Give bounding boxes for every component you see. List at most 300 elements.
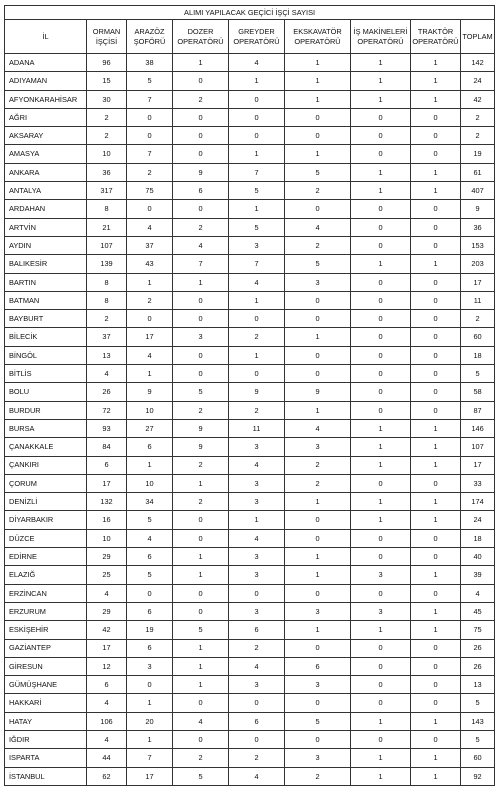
province-cell: GİRESUN: [5, 657, 87, 675]
orman-iscisi-cell: 2: [87, 108, 127, 126]
is-makineleri-operatoru-cell: 1: [351, 182, 411, 200]
is-makineleri-operatoru-cell: 1: [351, 456, 411, 474]
toplam-cell: 13: [461, 676, 495, 694]
dozer-operatoru-cell: 0: [173, 108, 229, 126]
dozer-operatoru-cell: 3: [173, 328, 229, 346]
greyder-operatoru-cell: 0: [229, 730, 285, 748]
greyder-operatoru-cell: 0: [229, 365, 285, 383]
arazoz-soforu-cell: 19: [127, 621, 173, 639]
province-cell: ERZURUM: [5, 602, 87, 620]
toplam-cell: 60: [461, 749, 495, 767]
greyder-operatoru-cell: 4: [229, 273, 285, 291]
orman-iscisi-cell: 317: [87, 182, 127, 200]
arazoz-soforu-cell: 0: [127, 676, 173, 694]
arazoz-soforu-cell: 3: [127, 657, 173, 675]
header-dozer-operatoru: [173, 20, 229, 54]
toplam-cell: 24: [461, 72, 495, 90]
table-row: [5, 438, 495, 456]
province-cell: BURSA: [5, 419, 87, 437]
arazoz-soforu-cell: 5: [127, 511, 173, 529]
is-makineleri-operatoru-cell: 0: [351, 365, 411, 383]
traktor-operatoru-cell: 1: [411, 438, 461, 456]
ekskavator-operatoru-cell: 6: [285, 657, 351, 675]
province-cell: DİYARBAKIR: [5, 511, 87, 529]
province-cell: DÜZCE: [5, 529, 87, 547]
is-makineleri-operatoru-cell: 0: [351, 291, 411, 309]
header-line-1: DOZER: [187, 26, 214, 36]
toplam-cell: 17: [461, 456, 495, 474]
province-cell: İSTANBUL: [5, 767, 87, 785]
dozer-operatoru-cell: 5: [173, 621, 229, 639]
table-row: [5, 694, 495, 712]
greyder-operatoru-cell: 11: [229, 419, 285, 437]
is-makineleri-operatoru-cell: 0: [351, 529, 411, 547]
arazoz-soforu-cell: 9: [127, 383, 173, 401]
ekskavator-operatoru-cell: 2: [285, 236, 351, 254]
dozer-operatoru-cell: 1: [173, 639, 229, 657]
traktor-operatoru-cell: 0: [411, 676, 461, 694]
traktor-operatoru-cell: 0: [411, 584, 461, 602]
arazoz-soforu-cell: 5: [127, 566, 173, 584]
province-cell: EDİRNE: [5, 548, 87, 566]
ekskavator-operatoru-cell: 1: [285, 401, 351, 419]
traktor-operatoru-cell: 1: [411, 712, 461, 730]
greyder-operatoru-cell: 0: [229, 310, 285, 328]
header-greyder-operatoru: [229, 20, 285, 54]
is-makineleri-operatoru-cell: 1: [351, 419, 411, 437]
greyder-operatoru-cell: 2: [229, 401, 285, 419]
table-row: [5, 127, 495, 145]
arazoz-soforu-cell: 10: [127, 401, 173, 419]
table-row: [5, 749, 495, 767]
is-makineleri-operatoru-cell: 0: [351, 218, 411, 236]
traktor-operatoru-cell: 0: [411, 218, 461, 236]
greyder-operatoru-cell: 3: [229, 548, 285, 566]
dozer-operatoru-cell: 0: [173, 529, 229, 547]
traktor-operatoru-cell: 0: [411, 694, 461, 712]
province-cell: ADIYAMAN: [5, 72, 87, 90]
arazoz-soforu-cell: 17: [127, 767, 173, 785]
greyder-operatoru-cell: 3: [229, 236, 285, 254]
dozer-operatoru-cell: 7: [173, 255, 229, 273]
is-makineleri-operatoru-cell: 0: [351, 108, 411, 126]
province-cell: BİLECİK: [5, 328, 87, 346]
orman-iscisi-cell: 10: [87, 145, 127, 163]
table-body: [5, 54, 495, 786]
province-cell: AYDIN: [5, 236, 87, 254]
orman-iscisi-cell: 106: [87, 712, 127, 730]
ekskavator-operatoru-cell: 5: [285, 163, 351, 181]
header-ekskavator-operatoru: [285, 20, 351, 54]
greyder-operatoru-cell: 3: [229, 566, 285, 584]
toplam-cell: 5: [461, 730, 495, 748]
toplam-cell: 75: [461, 621, 495, 639]
orman-iscisi-cell: 4: [87, 584, 127, 602]
toplam-cell: 17: [461, 273, 495, 291]
province-cell: AFYONKARAHİSAR: [5, 90, 87, 108]
traktor-operatoru-cell: 0: [411, 310, 461, 328]
is-makineleri-operatoru-cell: 1: [351, 749, 411, 767]
traktor-operatoru-cell: 0: [411, 346, 461, 364]
province-cell: ARTVİN: [5, 218, 87, 236]
ekskavator-operatoru-cell: 1: [285, 145, 351, 163]
ekskavator-operatoru-cell: 0: [285, 108, 351, 126]
traktor-operatoru-cell: 0: [411, 145, 461, 163]
greyder-operatoru-cell: 7: [229, 255, 285, 273]
toplam-cell: 61: [461, 163, 495, 181]
orman-iscisi-cell: 2: [87, 127, 127, 145]
document-page: [4, 5, 495, 786]
ekskavator-operatoru-cell: 0: [285, 639, 351, 657]
traktor-operatoru-cell: 0: [411, 383, 461, 401]
province-cell: DENİZLİ: [5, 493, 87, 511]
orman-iscisi-cell: 6: [87, 676, 127, 694]
is-makineleri-operatoru-cell: 3: [351, 602, 411, 620]
header-line-1: İL: [42, 31, 49, 41]
orman-iscisi-cell: 62: [87, 767, 127, 785]
province-cell: ESKİŞEHİR: [5, 621, 87, 639]
greyder-operatoru-cell: 3: [229, 474, 285, 492]
arazoz-soforu-cell: 4: [127, 346, 173, 364]
orman-iscisi-cell: 42: [87, 621, 127, 639]
greyder-operatoru-cell: 3: [229, 676, 285, 694]
province-cell: ÇANKIRI: [5, 456, 87, 474]
ekskavator-operatoru-cell: 2: [285, 767, 351, 785]
arazoz-soforu-cell: 0: [127, 584, 173, 602]
header-line-1: EKSKAVATÖR: [293, 26, 342, 36]
orman-iscisi-cell: 139: [87, 255, 127, 273]
arazoz-soforu-cell: 7: [127, 145, 173, 163]
greyder-operatoru-cell: 1: [229, 200, 285, 218]
arazoz-soforu-cell: 4: [127, 218, 173, 236]
toplam-cell: 42: [461, 90, 495, 108]
toplam-cell: 5: [461, 365, 495, 383]
arazoz-soforu-cell: 6: [127, 438, 173, 456]
toplam-cell: 60: [461, 328, 495, 346]
ekskavator-operatoru-cell: 4: [285, 218, 351, 236]
table-row: [5, 548, 495, 566]
table-row: [5, 72, 495, 90]
ekskavator-operatoru-cell: 3: [285, 273, 351, 291]
toplam-cell: 26: [461, 639, 495, 657]
table-row: [5, 291, 495, 309]
dozer-operatoru-cell: 2: [173, 401, 229, 419]
toplam-cell: 26: [461, 657, 495, 675]
table-row: [5, 566, 495, 584]
table-row: [5, 584, 495, 602]
dozer-operatoru-cell: 0: [173, 145, 229, 163]
dozer-operatoru-cell: 0: [173, 694, 229, 712]
arazoz-soforu-cell: 6: [127, 639, 173, 657]
orman-iscisi-cell: 107: [87, 236, 127, 254]
ekskavator-operatoru-cell: 3: [285, 676, 351, 694]
orman-iscisi-cell: 36: [87, 163, 127, 181]
worker-table: [4, 5, 495, 786]
table-row: [5, 419, 495, 437]
is-makineleri-operatoru-cell: 0: [351, 328, 411, 346]
orman-iscisi-cell: 10: [87, 529, 127, 547]
table-row: [5, 255, 495, 273]
table-row: [5, 602, 495, 620]
toplam-cell: 142: [461, 54, 495, 72]
arazoz-soforu-cell: 20: [127, 712, 173, 730]
dozer-operatoru-cell: 2: [173, 456, 229, 474]
header-line-1: ORMAN: [92, 26, 121, 36]
dozer-operatoru-cell: 5: [173, 767, 229, 785]
traktor-operatoru-cell: 1: [411, 511, 461, 529]
orman-iscisi-cell: 132: [87, 493, 127, 511]
traktor-operatoru-cell: 1: [411, 767, 461, 785]
province-cell: HAKKARİ: [5, 694, 87, 712]
province-cell: ADANA: [5, 54, 87, 72]
toplam-cell: 146: [461, 419, 495, 437]
greyder-operatoru-cell: 3: [229, 438, 285, 456]
is-makineleri-operatoru-cell: 1: [351, 72, 411, 90]
dozer-operatoru-cell: 4: [173, 712, 229, 730]
greyder-operatoru-cell: 0: [229, 90, 285, 108]
table-row: [5, 712, 495, 730]
greyder-operatoru-cell: 2: [229, 749, 285, 767]
table-row: [5, 383, 495, 401]
dozer-operatoru-cell: 0: [173, 310, 229, 328]
arazoz-soforu-cell: 2: [127, 163, 173, 181]
greyder-operatoru-cell: 1: [229, 346, 285, 364]
toplam-cell: 87: [461, 401, 495, 419]
table-row: [5, 273, 495, 291]
header-row: [5, 20, 495, 54]
dozer-operatoru-cell: 1: [173, 548, 229, 566]
orman-iscisi-cell: 21: [87, 218, 127, 236]
table-row: [5, 767, 495, 785]
is-makineleri-operatoru-cell: 0: [351, 346, 411, 364]
header-line-2: OPERATÖRÜ: [294, 36, 341, 46]
dozer-operatoru-cell: 0: [173, 511, 229, 529]
province-cell: AĞRI: [5, 108, 87, 126]
ekskavator-operatoru-cell: 0: [285, 127, 351, 145]
greyder-operatoru-cell: 0: [229, 694, 285, 712]
header-line-2: OPERATÖRÜ: [357, 36, 404, 46]
greyder-operatoru-cell: 4: [229, 767, 285, 785]
ekskavator-operatoru-cell: 1: [285, 548, 351, 566]
dozer-operatoru-cell: 0: [173, 730, 229, 748]
dozer-operatoru-cell: 0: [173, 365, 229, 383]
is-makineleri-operatoru-cell: 0: [351, 676, 411, 694]
ekskavator-operatoru-cell: 2: [285, 182, 351, 200]
table-row: [5, 310, 495, 328]
table-row: [5, 639, 495, 657]
province-cell: BALIKESİR: [5, 255, 87, 273]
province-cell: ARDAHAN: [5, 200, 87, 218]
dozer-operatoru-cell: 2: [173, 749, 229, 767]
orman-iscisi-cell: 4: [87, 694, 127, 712]
dozer-operatoru-cell: 4: [173, 236, 229, 254]
table-row: [5, 182, 495, 200]
table-row: [5, 163, 495, 181]
ekskavator-operatoru-cell: 0: [285, 694, 351, 712]
province-cell: BARTIN: [5, 273, 87, 291]
ekskavator-operatoru-cell: 0: [285, 511, 351, 529]
header-line-1: ARAZÖZ: [134, 26, 165, 36]
traktor-operatoru-cell: 1: [411, 72, 461, 90]
toplam-cell: 58: [461, 383, 495, 401]
orman-iscisi-cell: 16: [87, 511, 127, 529]
ekskavator-operatoru-cell: 0: [285, 310, 351, 328]
arazoz-soforu-cell: 6: [127, 602, 173, 620]
traktor-operatoru-cell: 0: [411, 236, 461, 254]
is-makineleri-operatoru-cell: 0: [351, 401, 411, 419]
traktor-operatoru-cell: 0: [411, 474, 461, 492]
greyder-operatoru-cell: 3: [229, 602, 285, 620]
orman-iscisi-cell: 26: [87, 383, 127, 401]
arazoz-soforu-cell: 37: [127, 236, 173, 254]
arazoz-soforu-cell: 2: [127, 291, 173, 309]
traktor-operatoru-cell: 0: [411, 200, 461, 218]
dozer-operatoru-cell: 1: [173, 657, 229, 675]
table-row: [5, 474, 495, 492]
greyder-operatoru-cell: 2: [229, 328, 285, 346]
ekskavator-operatoru-cell: 0: [285, 730, 351, 748]
ekskavator-operatoru-cell: 1: [285, 621, 351, 639]
is-makineleri-operatoru-cell: 0: [351, 145, 411, 163]
orman-iscisi-cell: 13: [87, 346, 127, 364]
is-makineleri-operatoru-cell: 0: [351, 236, 411, 254]
is-makineleri-operatoru-cell: 1: [351, 511, 411, 529]
province-cell: IĞDIR: [5, 730, 87, 748]
toplam-cell: 18: [461, 529, 495, 547]
toplam-cell: 11: [461, 291, 495, 309]
ekskavator-operatoru-cell: 1: [285, 566, 351, 584]
traktor-operatoru-cell: 0: [411, 291, 461, 309]
orman-iscisi-cell: 4: [87, 730, 127, 748]
is-makineleri-operatoru-cell: 1: [351, 163, 411, 181]
dozer-operatoru-cell: 5: [173, 383, 229, 401]
ekskavator-operatoru-cell: 1: [285, 328, 351, 346]
province-cell: GAZİANTEP: [5, 639, 87, 657]
table-row: [5, 493, 495, 511]
toplam-cell: 4: [461, 584, 495, 602]
province-cell: HATAY: [5, 712, 87, 730]
is-makineleri-operatoru-cell: 0: [351, 474, 411, 492]
table-row: [5, 529, 495, 547]
toplam-cell: 92: [461, 767, 495, 785]
arazoz-soforu-cell: 75: [127, 182, 173, 200]
greyder-operatoru-cell: 0: [229, 584, 285, 602]
ekskavator-operatoru-cell: 0: [285, 365, 351, 383]
traktor-operatoru-cell: 1: [411, 255, 461, 273]
ekskavator-operatoru-cell: 4: [285, 419, 351, 437]
greyder-operatoru-cell: 1: [229, 291, 285, 309]
greyder-operatoru-cell: 4: [229, 657, 285, 675]
is-makineleri-operatoru-cell: 1: [351, 438, 411, 456]
ekskavator-operatoru-cell: 0: [285, 584, 351, 602]
table-row: [5, 346, 495, 364]
arazoz-soforu-cell: 17: [127, 328, 173, 346]
traktor-operatoru-cell: 1: [411, 419, 461, 437]
greyder-operatoru-cell: 5: [229, 182, 285, 200]
traktor-operatoru-cell: 1: [411, 621, 461, 639]
arazoz-soforu-cell: 0: [127, 310, 173, 328]
table-row: [5, 218, 495, 236]
traktor-operatoru-cell: 1: [411, 749, 461, 767]
arazoz-soforu-cell: 1: [127, 365, 173, 383]
arazoz-soforu-cell: 5: [127, 72, 173, 90]
traktor-operatoru-cell: 1: [411, 566, 461, 584]
is-makineleri-operatoru-cell: 1: [351, 712, 411, 730]
is-makineleri-operatoru-cell: 0: [351, 383, 411, 401]
header-orman-iscisi: [87, 20, 127, 54]
is-makineleri-operatoru-cell: 0: [351, 584, 411, 602]
ekskavator-operatoru-cell: 1: [285, 72, 351, 90]
toplam-cell: 5: [461, 694, 495, 712]
ekskavator-operatoru-cell: 1: [285, 493, 351, 511]
dozer-operatoru-cell: 2: [173, 90, 229, 108]
dozer-operatoru-cell: 2: [173, 493, 229, 511]
greyder-operatoru-cell: 1: [229, 72, 285, 90]
is-makineleri-operatoru-cell: 0: [351, 273, 411, 291]
toplam-cell: 45: [461, 602, 495, 620]
header-line-2: ŞOFÖRÜ: [133, 36, 166, 46]
ekskavator-operatoru-cell: 3: [285, 438, 351, 456]
province-cell: ÇANAKKALE: [5, 438, 87, 456]
table-row: [5, 511, 495, 529]
is-makineleri-operatoru-cell: 0: [351, 548, 411, 566]
province-cell: GÜMÜŞHANE: [5, 676, 87, 694]
toplam-cell: 19: [461, 145, 495, 163]
table-row: [5, 54, 495, 72]
dozer-operatoru-cell: 1: [173, 676, 229, 694]
orman-iscisi-cell: 29: [87, 602, 127, 620]
ekskavator-operatoru-cell: 0: [285, 291, 351, 309]
traktor-operatoru-cell: 0: [411, 108, 461, 126]
table-row: [5, 328, 495, 346]
header-arazoz-soforu: [127, 20, 173, 54]
toplam-cell: 143: [461, 712, 495, 730]
greyder-operatoru-cell: 0: [229, 127, 285, 145]
dozer-operatoru-cell: 1: [173, 474, 229, 492]
toplam-cell: 107: [461, 438, 495, 456]
province-cell: ÇORUM: [5, 474, 87, 492]
traktor-operatoru-cell: 0: [411, 639, 461, 657]
greyder-operatoru-cell: 3: [229, 493, 285, 511]
is-makineleri-operatoru-cell: 0: [351, 694, 411, 712]
traktor-operatoru-cell: 0: [411, 657, 461, 675]
orman-iscisi-cell: 84: [87, 438, 127, 456]
province-cell: ISPARTA: [5, 749, 87, 767]
province-cell: AMASYA: [5, 145, 87, 163]
greyder-operatoru-cell: 4: [229, 456, 285, 474]
dozer-operatoru-cell: 1: [173, 273, 229, 291]
greyder-operatoru-cell: 4: [229, 529, 285, 547]
toplam-cell: 203: [461, 255, 495, 273]
toplam-cell: 33: [461, 474, 495, 492]
greyder-operatoru-cell: 9: [229, 383, 285, 401]
header-line-1: GREYDER: [238, 26, 275, 36]
province-cell: BURDUR: [5, 401, 87, 419]
toplam-cell: 2: [461, 310, 495, 328]
province-cell: BİTLİS: [5, 365, 87, 383]
arazoz-soforu-cell: 1: [127, 456, 173, 474]
table-row: [5, 401, 495, 419]
orman-iscisi-cell: 72: [87, 401, 127, 419]
dozer-operatoru-cell: 0: [173, 127, 229, 145]
orman-iscisi-cell: 15: [87, 72, 127, 90]
ekskavator-operatoru-cell: 3: [285, 749, 351, 767]
dozer-operatoru-cell: 0: [173, 602, 229, 620]
traktor-operatoru-cell: 1: [411, 602, 461, 620]
traktor-operatoru-cell: 0: [411, 401, 461, 419]
is-makineleri-operatoru-cell: 1: [351, 90, 411, 108]
arazoz-soforu-cell: 43: [127, 255, 173, 273]
